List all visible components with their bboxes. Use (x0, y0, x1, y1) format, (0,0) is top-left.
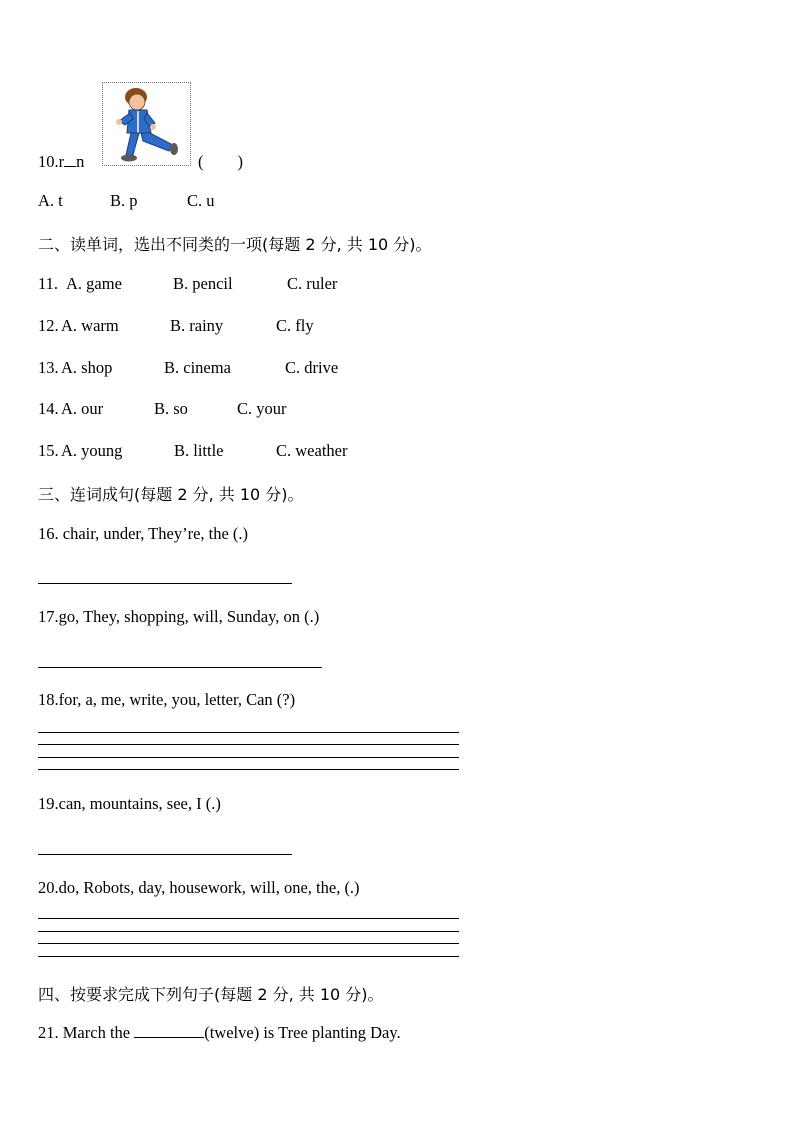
option-c[interactable]: C. ruler (287, 274, 338, 293)
option-c[interactable]: C. drive (285, 358, 339, 377)
answer-line-20-1[interactable] (38, 918, 459, 919)
section-3-heading: 三、连词成句(每题 2 分, 共 10 分)。 (38, 485, 304, 504)
answer-line-18-1[interactable] (38, 732, 459, 733)
q10-option-c[interactable]: C. u (187, 191, 215, 210)
question-14 (38, 399, 287, 419)
question-16: 16. chair, under, They’re, the (.) (38, 524, 249, 543)
option-a[interactable]: A. warm (61, 316, 119, 335)
question-10 (38, 152, 84, 172)
question-11 (38, 274, 337, 294)
question-21 (38, 1023, 401, 1043)
option-c[interactable]: C. your (237, 399, 287, 418)
option-c[interactable]: C. weather (276, 441, 348, 460)
q10-answer-parens (198, 152, 243, 172)
question-12 (38, 316, 314, 336)
option-a[interactable]: A. game (66, 274, 122, 293)
section-4-heading: 四、按要求完成下列句子(每题 2 分, 共 10 分)。 (38, 985, 384, 1004)
question-13 (38, 358, 338, 378)
q10-paren-close: ) (237, 152, 243, 171)
q21-text-before: 21. March the (38, 1023, 135, 1042)
answer-line-17[interactable] (38, 667, 322, 668)
answer-line-20-4[interactable] (38, 956, 459, 957)
option-a[interactable]: A. shop (61, 358, 113, 377)
option-b[interactable]: B. cinema (164, 358, 231, 377)
q10-options (38, 191, 215, 211)
answer-line-18-2[interactable] (38, 744, 459, 745)
question-20: 20.do, Robots, day, housework, will, one, the, (.) (38, 878, 360, 897)
q10-option-a[interactable]: A. t (38, 191, 63, 210)
question-15 (38, 441, 347, 461)
question-number: 11. (38, 274, 59, 293)
option-a[interactable]: A. young (61, 441, 123, 460)
answer-line-16[interactable] (38, 583, 292, 584)
running-boy-icon (103, 83, 190, 165)
question-19: 19.can, mountains, see, I (.) (38, 794, 221, 813)
option-b[interactable]: B. little (174, 441, 224, 460)
q10-blank (64, 153, 76, 167)
question-18: 18.for, a, me, write, you, letter, Can (?) (38, 690, 296, 709)
answer-line-19[interactable] (38, 854, 292, 855)
question-number: 14. (38, 399, 59, 418)
option-c[interactable]: C. fly (276, 316, 314, 335)
answer-line-18-3[interactable] (38, 757, 459, 758)
q10-paren-open: ( (198, 152, 204, 171)
question-number: 13. (38, 358, 59, 377)
option-b[interactable]: B. so (154, 399, 188, 418)
answer-line-18-4[interactable] (38, 769, 459, 770)
running-boy-picture (102, 82, 191, 166)
answer-line-20-3[interactable] (38, 943, 459, 944)
q21-text-after: (twelve) is Tree planting Day. (204, 1023, 401, 1042)
question-number: 12. (38, 316, 59, 335)
q21-blank[interactable] (134, 1023, 204, 1038)
option-a[interactable]: A. our (61, 399, 104, 418)
section-2-heading: 二、读单词，选出不同类的一项(每题 2 分, 共 10 分)。 (38, 235, 432, 254)
q10-option-b[interactable]: B. p (110, 191, 138, 210)
option-b[interactable]: B. pencil (173, 274, 233, 293)
question-number: 15. (38, 441, 59, 460)
question-17: 17.go, They, shopping, will, Sunday, on (.) (38, 607, 320, 626)
answer-line-20-2[interactable] (38, 931, 459, 932)
option-b[interactable]: B. rainy (170, 316, 224, 335)
q10-suffix: n (76, 152, 85, 171)
q10-prefix: 10.r (38, 152, 65, 171)
